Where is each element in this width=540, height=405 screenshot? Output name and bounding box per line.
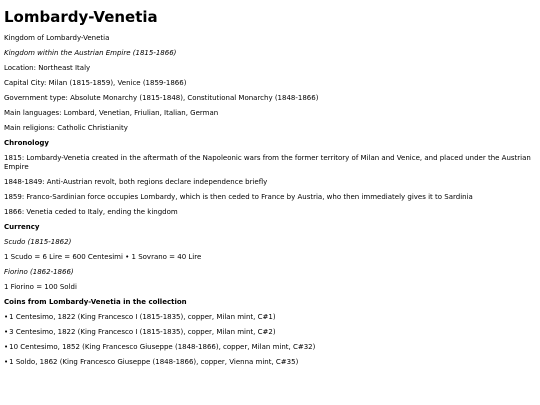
coin-item xyxy=(4,313,536,322)
chronology-event: 1815: Lombardy-Venetia created in the aftermath of the Napoleonic wars from the former territory of Milan and Venice, and placed under the Austrian Empire xyxy=(4,154,531,171)
currency-value: 1 Scudo = 6 Lire = 600 Centesimi • 1 Sovrano = 40 Lire xyxy=(4,253,202,261)
chronology-heading: Chronology xyxy=(4,139,49,147)
bullet-icon: • xyxy=(4,343,9,351)
coin-item xyxy=(4,328,536,337)
coin-item-text: 1 Soldo, 1862 (King Francesco Giuseppe (1848-1866), copper, Vienna mint, C#35) xyxy=(9,358,299,366)
bullet-icon: • xyxy=(4,328,9,336)
fact-capital: Capital City: Milan (1815-1859), Venice (1859-1866) xyxy=(4,79,187,87)
page-title: Lombardy-Venetia xyxy=(4,8,158,26)
currency-heading: Currency xyxy=(4,223,40,231)
description: Kingdom within the Austrian Empire (1815-1866) xyxy=(4,49,177,57)
currency-value: 1 Fiorino = 100 Soldi xyxy=(4,283,77,291)
coin-item xyxy=(4,343,536,352)
fact-location: Location: Northeast Italy xyxy=(4,64,91,72)
chronology-event: 1866: Venetia ceded to Italy, ending the kingdom xyxy=(4,208,178,216)
fact-religions: Main religions: Catholic Christianity xyxy=(4,124,128,132)
bullet-icon: • xyxy=(4,313,9,321)
subtitle: Kingdom of Lombardy-Venetia xyxy=(4,34,110,42)
coin-item xyxy=(4,358,536,367)
currency-name: Scudo (1815-1862) xyxy=(4,238,72,246)
coins-heading: Coins from Lombardy-Venetia in the collection xyxy=(4,298,187,306)
coin-item-text: 1 Centesimo, 1822 (King Francesco I (1815-1835), copper, Milan mint, C#1) xyxy=(9,313,276,321)
coin-item-text: 3 Centesimo, 1822 (King Francesco I (1815-1835), copper, Milan mint, C#2) xyxy=(9,328,276,336)
currency-name: Fiorino (1862-1866) xyxy=(4,268,74,276)
fact-government: Government type: Absolute Monarchy (1815-1848), Constitutional Monarchy (1848-1866) xyxy=(4,94,319,102)
chronology-event: 1859: Franco-Sardinian force occupies Lombardy, which is then ceded to France by Austria, who then immediately gives it to Sardinia xyxy=(4,193,473,201)
chronology-event: 1848-1849: Anti-Austrian revolt, both regions declare independence briefly xyxy=(4,178,268,186)
coin-list xyxy=(4,313,536,367)
fact-languages: Main languages: Lombard, Venetian, Friulian, Italian, German xyxy=(4,109,219,117)
bullet-icon: • xyxy=(4,358,9,366)
coin-item-text: 10 Centesimo, 1852 (King Francesco Giuseppe (1848-1866), copper, Milan mint, C#32) xyxy=(9,343,316,351)
